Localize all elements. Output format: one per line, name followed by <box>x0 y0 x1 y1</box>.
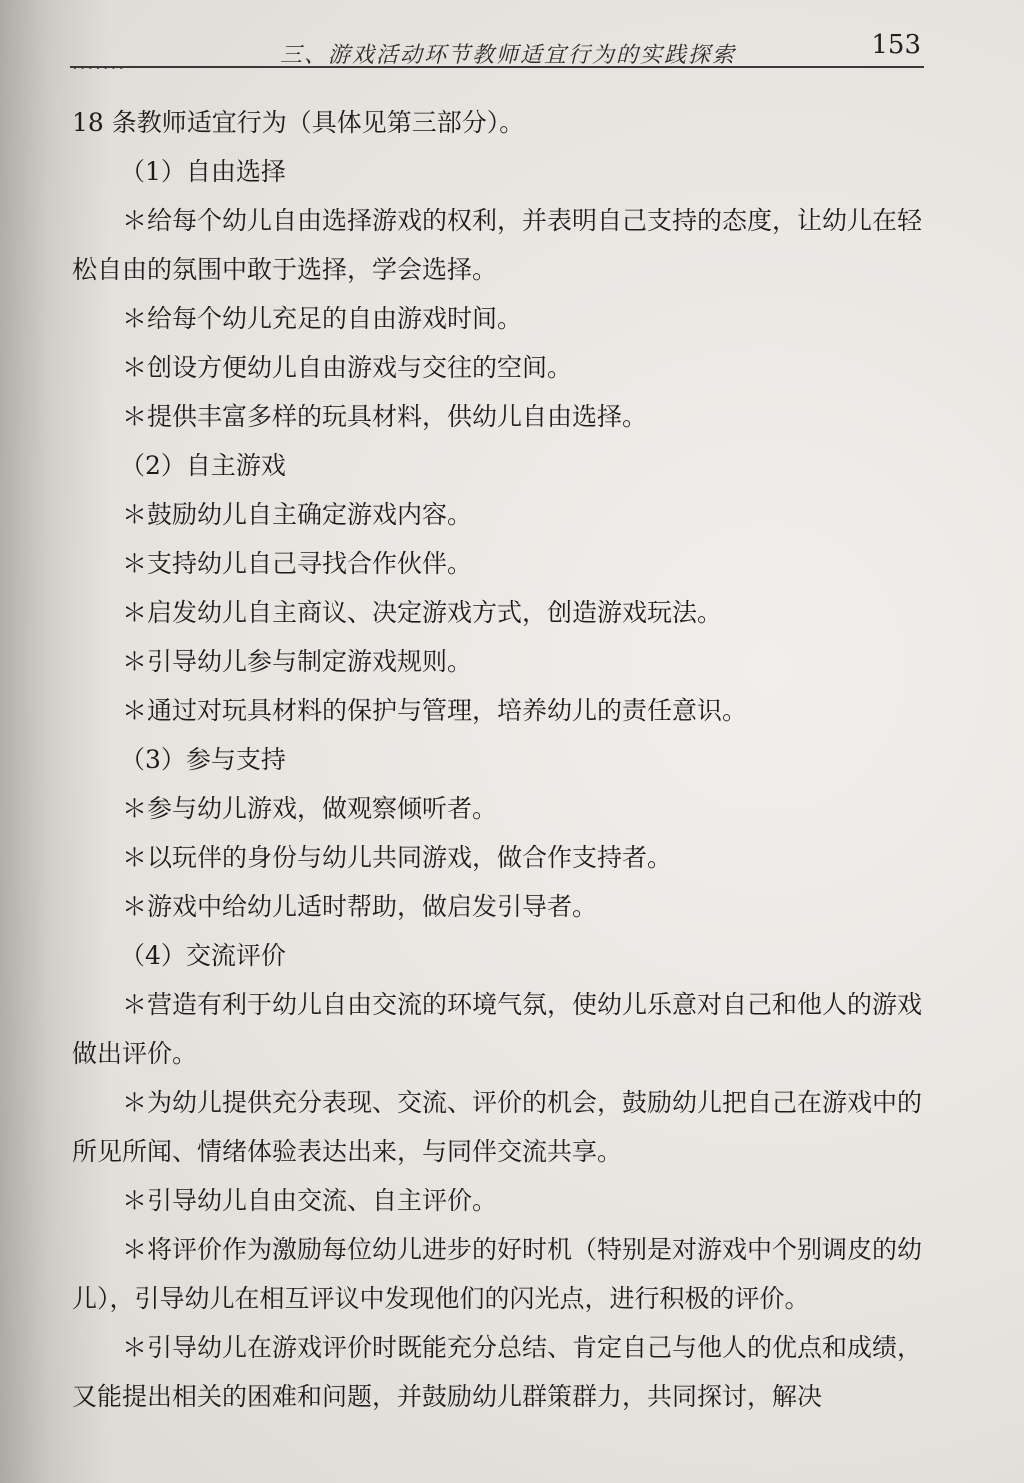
list-item: ＊提供丰富多样的玩具材料，供幼儿自由选择。 <box>122 402 648 431</box>
list-item: ＊给每个幼儿自由选择游戏的权利，并表明自己支持的态度，让幼儿在轻松自由的氛围中敢于选择，学会选择。 <box>72 206 923 284</box>
list-item: ＊营造有利于幼儿自由交流的环境气氛，使幼儿乐意对自己和他人的游戏做出评价。 <box>72 990 923 1068</box>
list-item: ＊支持幼儿自己寻找合作伙伴。 <box>122 549 473 578</box>
section-heading-4: （4）交流评价 <box>120 941 286 970</box>
list-item: ＊游戏中给幼儿适时帮助，做启发引导者。 <box>122 892 598 921</box>
list-item: ＊为幼儿提供充分表现、交流、评价的机会，鼓励幼儿把自己在游戏中的所见所闻、情绪体验表达出来，与同伴交流共享。 <box>72 1088 923 1166</box>
section-heading-2: （2）自主游戏 <box>120 451 286 480</box>
list-item: ＊启发幼儿自主商议、决定游戏方式，创造游戏玩法。 <box>122 598 723 627</box>
list-item: ＊引导幼儿在游戏评价时既能充分总结、肯定自己与他人的优点和成绩，又能提出相关的困难和问题，并鼓励幼儿群策群力，共同探讨，解决 <box>72 1333 923 1411</box>
list-item: ＊鼓励幼儿自主确定游戏内容。 <box>122 500 473 529</box>
section-heading-3: （3）参与支持 <box>120 745 286 774</box>
list-item: ＊以玩伴的身份与幼儿共同游戏，做合作支持者。 <box>122 843 673 872</box>
intro-line: 18 条教师适宜行为（具体见第三部分）。 <box>72 108 525 137</box>
running-header <box>70 28 929 80</box>
list-item: ＊参与幼儿游戏，做观察倾听者。 <box>122 794 498 823</box>
page-number: 153 <box>871 30 921 60</box>
list-item: ＊创设方便幼儿自由游戏与交往的空间。 <box>122 353 573 382</box>
header-title: 三、游戏活动环节教师适宜行为的实践探索 <box>280 43 737 68</box>
list-item: ＊引导幼儿参与制定游戏规则。 <box>122 647 473 676</box>
header-rule <box>70 66 924 68</box>
body-text <box>72 98 942 1421</box>
section-heading-1: （1）自由选择 <box>120 157 286 186</box>
list-item: ＊引导幼儿自由交流、自主评价。 <box>122 1186 498 1215</box>
list-item: ＊给每个幼儿充足的自由游戏时间。 <box>122 304 523 333</box>
header-dots: ······· <box>72 58 127 79</box>
list-item: ＊将评价作为激励每位幼儿进步的好时机（特别是对游戏中个别调皮的幼儿），引导幼儿在相互评议中发现他们的闪光点，进行积极的评价。 <box>72 1235 923 1313</box>
list-item: ＊通过对玩具材料的保护与管理，培养幼儿的责任意识。 <box>122 696 748 725</box>
